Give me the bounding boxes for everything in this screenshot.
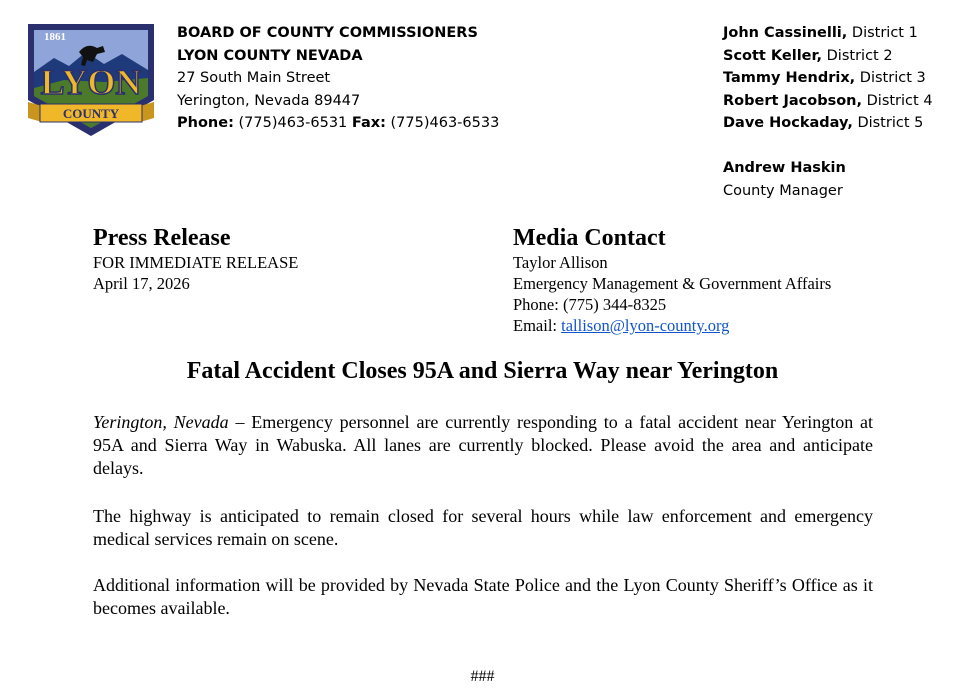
contact-phone: Phone: (775) 344-8325	[513, 295, 667, 314]
dateline: Yerington, Nevada	[93, 412, 229, 432]
paragraph-2: The highway is anticipated to remain closed for several hours while law enforcement and emergency medical services remain on scene.	[93, 506, 873, 549]
media-contact-title: Media Contact	[513, 225, 666, 251]
release-status: FOR IMMEDIATE RELEASE	[93, 253, 299, 272]
lyon-county-logo	[24, 22, 158, 138]
commissioners-block	[723, 22, 933, 202]
end-mark: ###	[470, 668, 495, 685]
svg-text:LYON: LYON	[40, 62, 142, 102]
address-line-1: 27 South Main Street	[177, 70, 331, 86]
manager-name: Andrew Haskin	[723, 160, 846, 176]
contact-department: Emergency Management & Government Affairs	[513, 274, 832, 293]
svg-text:COUNTY: COUNTY	[62, 106, 120, 121]
headline: Fatal Accident Closes 95A and Sierra Way near Yerington	[186, 358, 779, 384]
commissioner-2: Scott Keller, District 2	[723, 47, 893, 64]
office-address-block	[177, 22, 499, 135]
org-line-1: BOARD OF COUNTY COMMISSIONERS	[177, 25, 478, 41]
press-release-block	[93, 224, 298, 294]
paragraph-3: Additional information will be provided by Nevada State Police and the Lyon County Sheriff’s Office as it becomes available.	[93, 575, 873, 618]
press-release-title: Press Release	[93, 225, 231, 251]
contact-email-line: Email: tallison@lyon-county.org	[513, 316, 730, 335]
svg-text:1861: 1861	[44, 31, 66, 43]
phone-fax-line: Phone: (775)463-6531 Fax: (775)463-6533	[177, 115, 500, 131]
media-contact-block	[513, 224, 831, 336]
commissioner-1: John Cassinelli, District 1	[723, 25, 918, 41]
commissioner-4: Robert Jacobson, District 4	[723, 92, 933, 109]
manager-title: County Manager	[723, 182, 843, 199]
paragraph-1: Yerington, Nevada – Emergency personnel are currently responding to a fatal accident near Yerington at 95A and Sierra Way in Wabuska. All lanes are currently blocked. Please avoid the area and anticipate delays.	[93, 412, 873, 478]
address-line-2: Yerington, Nevada 89447	[177, 92, 361, 109]
org-line-2: LYON COUNTY NEVADA	[177, 47, 363, 64]
contact-name: Taylor Allison	[513, 253, 608, 272]
commissioner-3: Tammy Hendrix, District 3	[723, 70, 926, 86]
commissioner-5: Dave Hockaday, District 5	[723, 115, 924, 131]
release-date: April 17, 2026	[93, 274, 190, 293]
contact-email-link[interactable]: tallison@lyon-county.org	[561, 316, 730, 335]
